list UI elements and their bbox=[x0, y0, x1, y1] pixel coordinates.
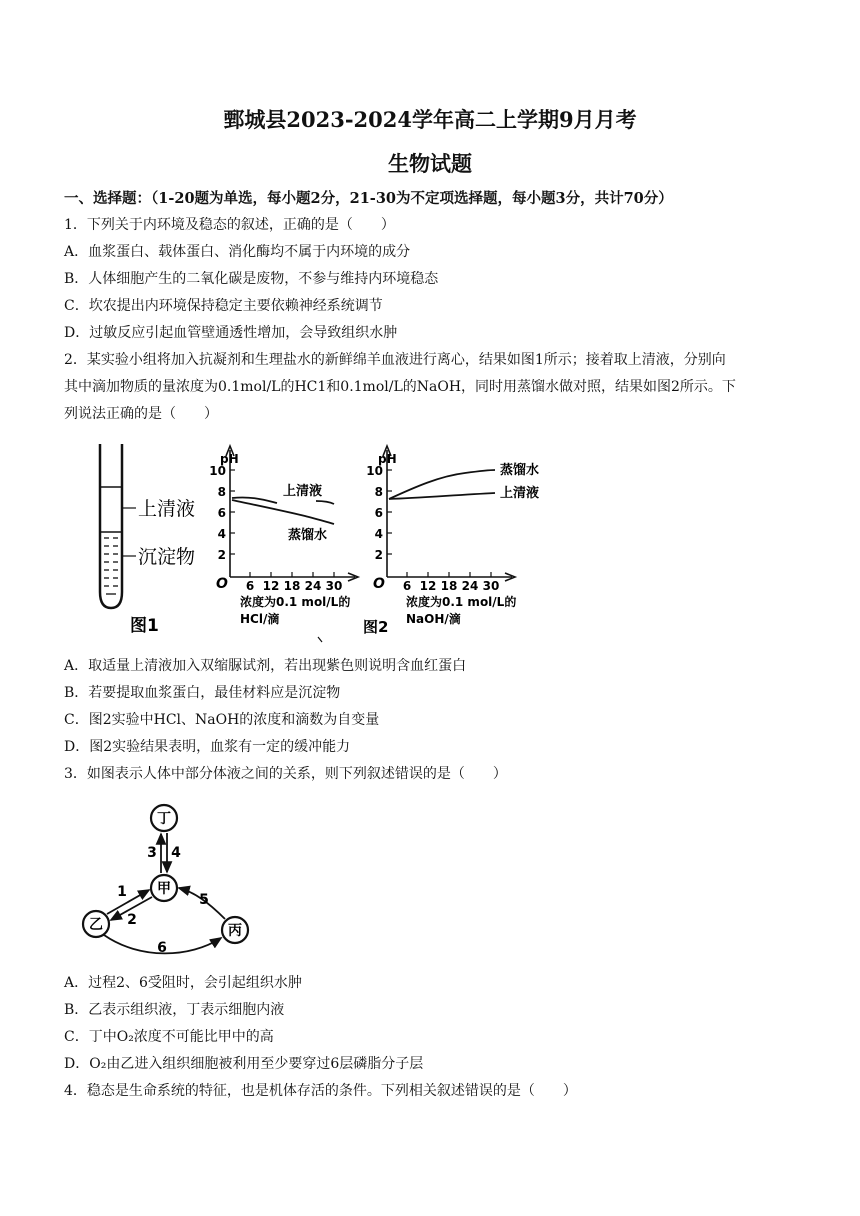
arrow-label-2: 2 bbox=[127, 912, 137, 928]
q2-option-a: A．取适量上清液加入双缩脲试剂，若出现紫色则说明含血红蛋白 bbox=[64, 658, 467, 674]
arrow-label-5: 5 bbox=[199, 892, 209, 908]
node-bing-label: 丙 bbox=[228, 923, 242, 939]
naoh-supernatant-curve bbox=[389, 493, 495, 499]
hcl-ytick: 10 bbox=[209, 464, 226, 478]
q2-stem-line-2: 其中滴加物质的量浓度为0.1mol/L的HC1和0.1mol/L的NaOH，同时用蒸馏水做对照，结果如图2所示。下 bbox=[64, 379, 736, 395]
naoh-xtick: 12 bbox=[419, 579, 437, 593]
node-jia-label: 甲 bbox=[157, 881, 171, 897]
naoh-ytick: 4 bbox=[374, 527, 383, 541]
hcl-xtick: 6 bbox=[245, 579, 255, 593]
hcl-ytick: 8 bbox=[217, 485, 226, 499]
hcl-ytick: 6 bbox=[217, 506, 226, 520]
naoh-xtick: 24 bbox=[461, 579, 479, 593]
naoh-water-label: 蒸馏水 bbox=[500, 463, 540, 478]
naoh-xtick: 6 bbox=[402, 579, 412, 593]
hcl-xlabel-2: HCl/滴 bbox=[240, 612, 280, 626]
hcl-ytick: 2 bbox=[217, 548, 226, 562]
q3-stem: 3．如图表示人体中部分体液之间的关系，则下列叙述错误的是（ ） bbox=[64, 766, 507, 782]
hcl-xtick: 12 bbox=[262, 579, 280, 593]
q3-diagram bbox=[70, 800, 280, 965]
exam-subtitle: 生物试题 bbox=[388, 151, 472, 176]
arrow-label-3: 3 bbox=[147, 845, 157, 861]
q2-stem-line-1: 2．某实验小组将加入抗凝剂和生理盐水的新鲜绵羊血液进行离心，结果如图1所示；接着取上清液，分别向 bbox=[64, 352, 726, 368]
hcl-xlabel-1: 浓度为0.1 mol/L的 bbox=[240, 595, 351, 609]
q2-option-b: B．若要提取血浆蛋白，最佳材料应是沉淀物 bbox=[64, 685, 341, 701]
q2-option-d: D．图2实验结果表明，血浆有一定的缓冲能力 bbox=[64, 739, 351, 755]
q1-stem: 1．下列关于内环境及稳态的叙述，正确的是（ ） bbox=[64, 217, 395, 233]
node-yi-label: 乙 bbox=[89, 917, 103, 933]
q3-option-a: A．过程2、6受阻时，会引起组织水肿 bbox=[64, 975, 302, 991]
hcl-water-label: 蒸馏水 bbox=[288, 528, 328, 543]
exam-title: 鄄城县2023-2024学年高二上学期9月月考 bbox=[223, 107, 637, 132]
chart-naoh bbox=[383, 446, 515, 581]
hcl-xtick: 18 bbox=[283, 579, 301, 593]
hcl-supernatant-curve-b bbox=[316, 501, 334, 504]
test-tube bbox=[100, 444, 136, 608]
naoh-xlabel-2: NaOH/滴 bbox=[406, 612, 461, 626]
hcl-water-curve bbox=[232, 500, 334, 524]
arrow-label-6: 6 bbox=[157, 940, 167, 956]
hcl-xtick: 24 bbox=[304, 579, 322, 593]
naoh-ytick: 6 bbox=[374, 506, 383, 520]
hcl-ytick: 4 bbox=[217, 527, 226, 541]
naoh-supernatant-label: 上清液 bbox=[500, 486, 540, 501]
scan-mark bbox=[318, 637, 322, 642]
fig1-label: 图1 bbox=[130, 616, 159, 636]
hcl-supernatant-label: 上清液 bbox=[283, 484, 323, 499]
hcl-origin: O bbox=[216, 576, 228, 592]
tube-label-supernatant: 上清液 bbox=[138, 498, 196, 520]
arrow-label-1: 1 bbox=[117, 884, 127, 900]
q1-option-d: D．过敏反应引起血管壁通透性增加，会导致组织水肿 bbox=[64, 325, 398, 341]
q2-stem-line-3: 列说法正确的是（ ） bbox=[64, 406, 218, 422]
section-heading: 一、选择题：（1-20题为单选，每小题2分，21-30为不定项选择题，每小题3分，共计70分） bbox=[64, 190, 673, 207]
naoh-xtick: 18 bbox=[440, 579, 458, 593]
q2-figure bbox=[80, 432, 580, 647]
naoh-ytick: 8 bbox=[374, 485, 383, 499]
node-ding-label: 丁 bbox=[157, 811, 171, 827]
naoh-origin: O bbox=[373, 576, 385, 592]
hcl-xtick: 30 bbox=[325, 579, 343, 593]
q4-stem: 4．稳态是生命系统的特征，也是机体存活的条件。下列相关叙述错误的是（ ） bbox=[64, 1083, 577, 1099]
naoh-ytick: 10 bbox=[366, 464, 383, 478]
naoh-ph-axis-label: pH bbox=[378, 452, 397, 466]
naoh-xtick: 30 bbox=[482, 579, 500, 593]
q3-option-d: D．O₂由乙进入组织细胞被利用至少要穿过6层磷脂分子层 bbox=[64, 1056, 424, 1072]
q3-option-c: C．丁中O₂浓度不可能比甲中的高 bbox=[64, 1029, 274, 1045]
q1-option-a: A．血浆蛋白、载体蛋白、消化酶均不属于内环境的成分 bbox=[64, 244, 411, 260]
naoh-xlabel-1: 浓度为0.1 mol/L的 bbox=[406, 595, 517, 609]
q1-option-c: C．坎农提出内环境保持稳定主要依赖神经系统调节 bbox=[64, 298, 383, 314]
naoh-ytick: 2 bbox=[374, 548, 383, 562]
q2-option-c: C．图2实验中HCl、NaOH的浓度和滴数为自变量 bbox=[64, 712, 380, 728]
arrow-label-4: 4 bbox=[171, 845, 181, 861]
tube-label-sediment: 沉淀物 bbox=[138, 546, 196, 568]
fig2-label: 图2 bbox=[363, 618, 389, 636]
q3-option-b: B．乙表示组织液，丁表示细胞内液 bbox=[64, 1002, 285, 1018]
hcl-ph-axis-label: pH bbox=[220, 452, 239, 466]
q1-option-b: B．人体细胞产生的二氧化碳是废物，不参与维持内环境稳态 bbox=[64, 271, 439, 287]
chart-hcl bbox=[226, 446, 358, 581]
